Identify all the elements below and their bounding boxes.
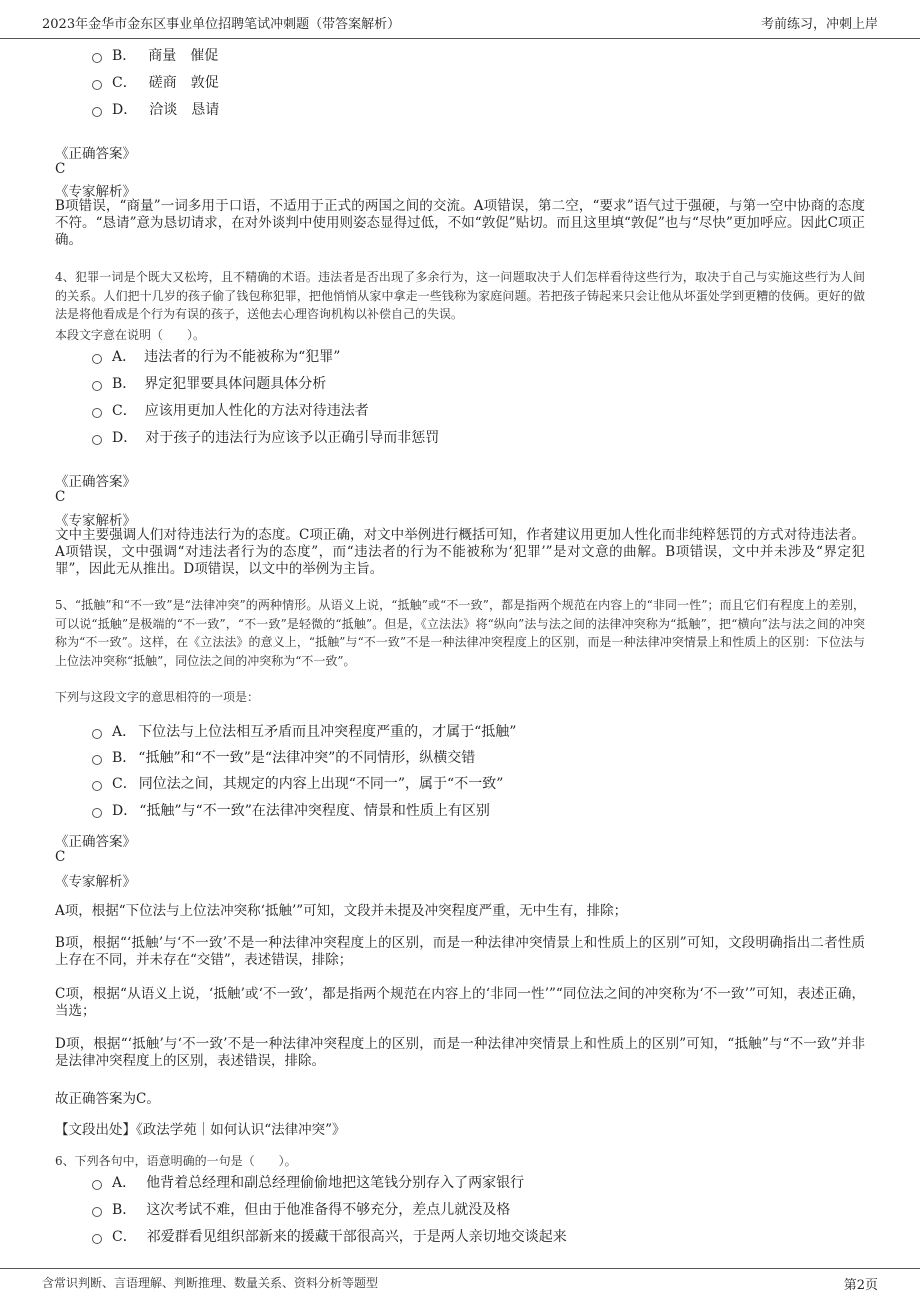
q5-question: 下列与这段文字的意思相符的一项是： — [55, 690, 260, 704]
option-letter: B． — [112, 1202, 137, 1218]
header-title: 2023年金华市金东区事业单位招聘笔试冲刺题（带答案解析） — [42, 17, 401, 32]
q4-stem: 4、犯罪一词是个既大又松垮，且不精确的术语。违法者是否出现了多余行为，这一问题取决于人们怎样看待这些行为，取决于自己与实施这些行为人间的关系。人们把十几岁的孩子偷了钱包称犯罪，把他悄悄从家中拿走一些钱称为家庭问题。若把孩子铸起来只会让他从坏蛋处学到更糟的伎俩。更好的做法是将他看成是个行为有误的孩子，送他去心理咨询机构以补偿自己的失误。 — [55, 270, 865, 321]
radio-icon[interactable] — [92, 435, 102, 445]
q5-option-a[interactable] — [92, 720, 516, 742]
option-letter: A． — [112, 724, 137, 740]
q4-answer: C — [55, 489, 66, 505]
q5-answer: C — [55, 849, 66, 865]
q5-stem: 5、“抵触”和“不一致”是“法律冲突”的两种情形。从语义上说，“抵触”或“不一致”，都是指两个规范在内容上的“非同一性”；而且它们有程度上的差别，可以说“抵触”是极端的“不一致”，“不一致”是轻微的“抵触”。但是，《立法法》将“纵向”法与法之间的法律冲突称为“抵触”，把“横向”法与法之间的冲突称为“不一致”。这样，在《立法法》的意义上，“抵触”与“不一致”不是一种法律冲突程度上的区别，而是一种法律冲突情景上和性质上的区别：下位法与上位法冲突称“抵触”，同位法之间的冲突称为“不一致”。 — [55, 598, 865, 668]
option-text: 对于孩子的违法行为应该予以正确引导而非惩罚 — [145, 430, 440, 446]
option-text: 商量 催促 — [148, 48, 219, 64]
page-header — [0, 0, 920, 39]
option-text: 违法者的行为不能被称为“犯罪” — [144, 349, 341, 365]
q6-option-c[interactable] — [92, 1225, 567, 1247]
footer-text: 含常识判断、言语理解、判断推理、数量关系、资料分析等题型 — [42, 1276, 379, 1290]
option-letter: A． — [112, 1175, 137, 1191]
q3-answer: C — [55, 161, 66, 177]
q3-analysis: B项错误，“商量”一词多用于口语，不适用于正式的两国之间的交流。A项错误，第二空，“要求”语气过于强硬，与第一空中协商的态度不符。“恳请”意为恳切请求，在对外谈判中使用则姿态显得过低，不如“敦促”贴切。而且这里填“敦促”也与“尽快”更加呼应。因此C项正确。 — [55, 198, 865, 248]
option-letter: D． — [112, 102, 138, 118]
q3-analysis-label: 《专家解析》 — [55, 184, 136, 200]
q3-option-d[interactable] — [92, 98, 219, 120]
option-text: “抵触”与“不一致”在法律冲突程度、情景和性质上有区别 — [139, 803, 490, 819]
option-text: 洽谈 恳请 — [149, 102, 220, 118]
radio-icon[interactable] — [92, 781, 102, 791]
q5-source: 【文段出处】《政法学苑｜如何认识“法律冲突”》 — [55, 1122, 346, 1138]
option-text: 界定犯罪要具体问题具体分析 — [144, 376, 327, 392]
q4-question: 本段文字意在说明（ ）。 — [55, 328, 206, 342]
radio-icon[interactable] — [92, 80, 102, 90]
radio-icon[interactable] — [92, 381, 102, 391]
q5-answer-label: 《正确答案》 — [55, 834, 136, 850]
option-letter: B． — [112, 376, 137, 392]
radio-icon[interactable] — [92, 1207, 102, 1217]
radio-icon[interactable] — [92, 107, 102, 117]
radio-icon[interactable] — [92, 808, 102, 818]
radio-icon[interactable] — [92, 1180, 102, 1190]
q4-option-a[interactable] — [92, 345, 340, 367]
q4-option-b[interactable] — [92, 372, 326, 394]
option-text: 他背着总经理和副总经理偷偷地把这笔钱分别存入了两家银行 — [146, 1175, 525, 1191]
radio-icon[interactable] — [92, 729, 102, 739]
option-text: “抵触”和“不一致”是“法律冲突”的不同情形，纵横交错 — [138, 750, 476, 766]
q4-answer-label: 《正确答案》 — [55, 474, 136, 490]
q3-option-c[interactable] — [92, 71, 219, 93]
option-letter: B． — [112, 750, 137, 766]
page-footer — [0, 1268, 920, 1303]
option-text: 祁爱群看见组织部新来的援藏干部很高兴，于是两人亲切地交谈起来 — [146, 1229, 567, 1245]
q4-analysis: 文中主要强调人们对待违法行为的态度。C项正确，对文中举例进行概括可知，作者建议用更加人性化而非纯粹惩罚的方式对待违法者。A项错误，文中强调“对违法者行为的态度”，而“违法者的行为不能被称为‘犯罪’”是对文意的曲解。B项错误，文中并未涉及“界定犯罪”，因此无从推出。D项错误，以文中的举例为主旨。 — [55, 527, 865, 577]
q6-option-a[interactable] — [92, 1171, 524, 1193]
q4-option-d[interactable] — [92, 426, 439, 448]
q6-option-b[interactable] — [92, 1198, 510, 1220]
option-text: 同位法之间，其规定的内容上出现“不同一”，属于“不一致” — [138, 776, 504, 792]
q5-conclusion: 故正确答案为C。 — [55, 1091, 160, 1107]
option-text: 下位法与上位法相互矛盾而且冲突程度严重的，才属于“抵触” — [138, 724, 517, 740]
option-letter: D． — [112, 430, 138, 446]
q4-analysis-label: 《专家解析》 — [55, 513, 136, 529]
option-letter: C． — [112, 75, 137, 91]
q5-option-d[interactable] — [92, 799, 490, 821]
option-letter: A． — [112, 349, 137, 365]
radio-icon[interactable] — [92, 1234, 102, 1244]
q5-option-c[interactable] — [92, 772, 503, 794]
option-letter: C． — [112, 776, 137, 792]
q5-analysis-d: D项，根据“‘抵触’与‘不一致’不是一种法律冲突程度上的区别，而是一种法律冲突情景上和性质上的区别”可知，“抵触”与“不一致”并非是法律冲突程度上的区别，表述错误，排除。 — [55, 1036, 865, 1069]
q3-option-b[interactable] — [92, 44, 218, 66]
q5-analysis-a: A项，根据“下位法与上位法冲突称‘抵触’”可知，文段并未提及冲突程度严重，无中生有，排除； — [55, 903, 628, 919]
option-letter: C． — [112, 403, 137, 419]
radio-icon[interactable] — [92, 408, 102, 418]
q6-stem: 6、下列各句中，语意明确的一句是（ ）。 — [55, 1154, 297, 1168]
option-text: 应该用更加人性化的方法对待违法者 — [144, 403, 369, 419]
q5-analysis-b: B项，根据“‘抵触’与‘不一致’不是一种法律冲突程度上的区别，而是一种法律冲突情景上和性质上的区别”可知，文段明确指出二者性质上存在不同，并未存在“交错”，表述错误，排除； — [55, 935, 865, 968]
q5-analysis-c: C项，根据“从语义上说，‘抵触’或‘不一致’，都是指两个规范在内容上的‘非同一性’”“同位法之间的冲突称为‘不一致’”可知，表述正确，当选； — [55, 986, 865, 1019]
option-text: 这次考试不难，但由于他准备得不够充分，差点儿就没及格 — [146, 1202, 511, 1218]
q3-answer-label: 《正确答案》 — [55, 146, 136, 162]
option-letter: C． — [112, 1229, 137, 1245]
header-slogan: 考前练习，冲刺上岸 — [760, 17, 878, 32]
option-text: 磋商 敦促 — [148, 75, 219, 91]
radio-icon[interactable] — [92, 755, 102, 765]
radio-icon[interactable] — [92, 53, 102, 63]
option-letter: B． — [112, 48, 137, 64]
q5-analysis-label: 《专家解析》 — [55, 874, 136, 890]
radio-icon[interactable] — [92, 354, 102, 364]
q5-option-b[interactable] — [92, 746, 475, 768]
page-number: 第2页 — [843, 1278, 878, 1293]
option-letter: D． — [112, 803, 138, 819]
q4-option-c[interactable] — [92, 399, 369, 421]
